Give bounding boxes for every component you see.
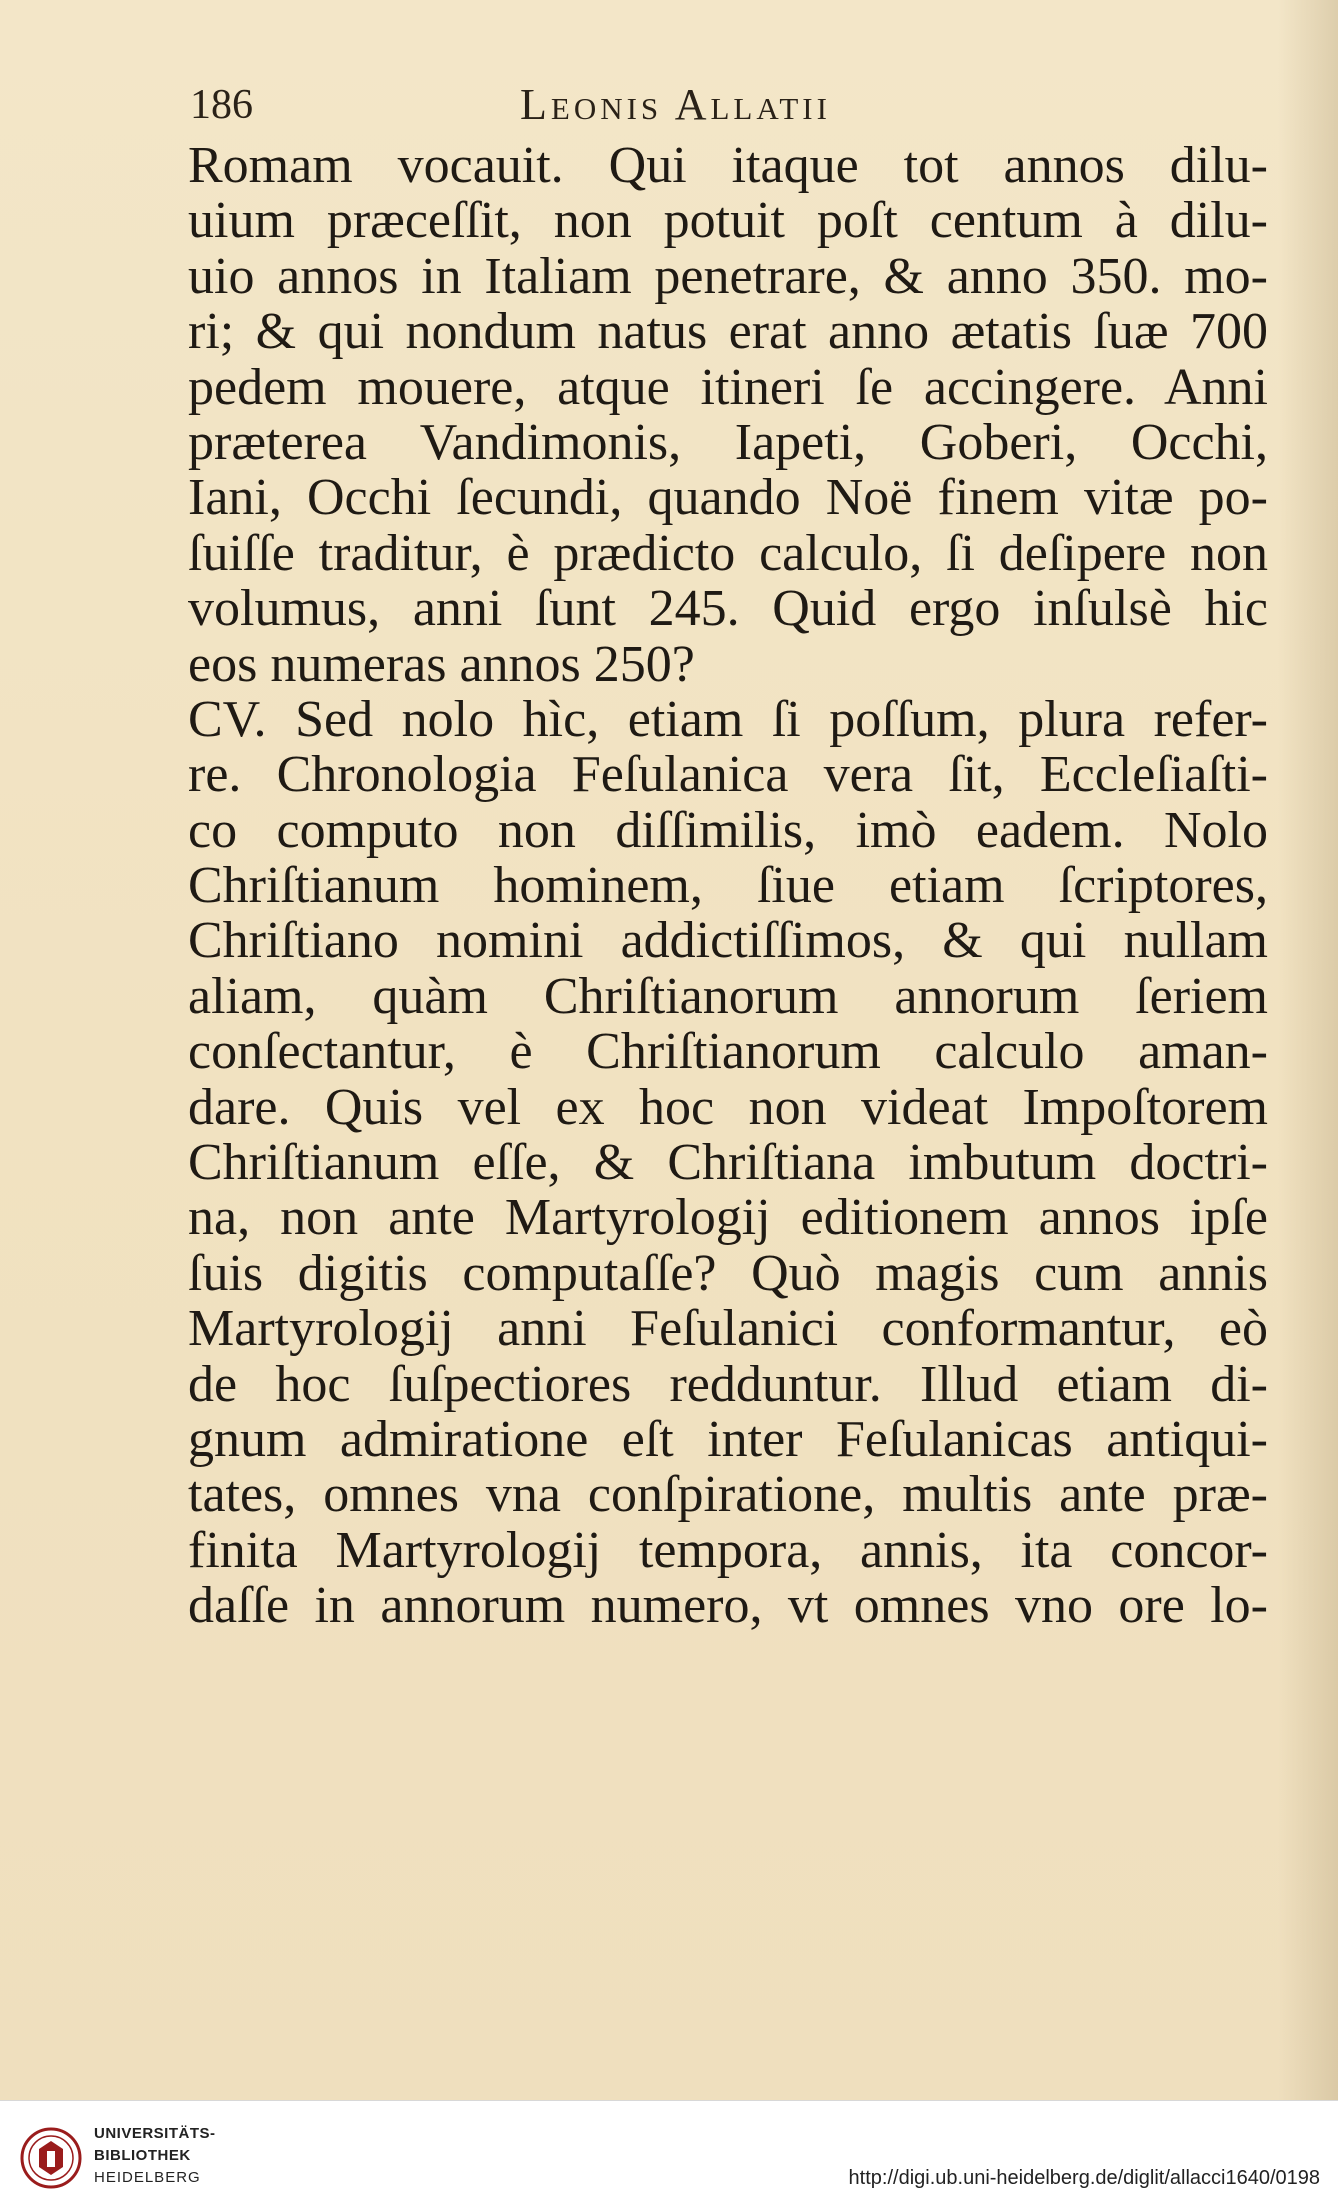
text-line: Chriſtianum eſſe, & Chriſtiana imbutum doctri-: [188, 1135, 1268, 1191]
page-number: 186: [190, 82, 253, 128]
text-line: de hoc ſuſpectiores redduntur. Illud etiam di-: [188, 1356, 1268, 1412]
running-head: Leonis Allatii: [520, 80, 831, 129]
text-line: uio annos in Italiam penetrare, & anno 350. mo-: [188, 248, 1268, 305]
text-line: re. Chronologia Feſulanica vera ſit, Eccleſiaſti-: [188, 747, 1268, 803]
source-url-link[interactable]: http://digi.ub.uni-heidelberg.de/diglit/allacci1640/0198: [848, 2167, 1320, 2189]
text-line: ſuiſſe traditur, è prædicto calculo, ſi deſipere non: [188, 525, 1268, 582]
text-line: Iani, Occhi ſecundi, quando Noë finem vitæ po-: [188, 470, 1268, 526]
text-line: CV. Sed nolo hìc, etiam ſi poſſum, plura refer-: [188, 691, 1268, 748]
text-line: gnum admiratione eſt inter Feſulanicas antiqui-: [188, 1411, 1268, 1468]
text-line: na, non ante Martyrologij editionem annos ipſe: [188, 1190, 1268, 1246]
text-line: daſſe in annorum numero, vt omnes vno ore lo-: [188, 1578, 1268, 1634]
institution-line: UNIVERSITÄTS-: [94, 2125, 216, 2142]
text-line: Chriſtiano nomini addictiſſimos, & qui nullam: [188, 913, 1268, 969]
institution-line: BIBLIOTHEK: [94, 2147, 191, 2164]
body-text: [188, 138, 1268, 1634]
text-line: conſectantur, è Chriſtianorum calculo aman-: [188, 1024, 1268, 1080]
text-line: aliam, quàm Chriſtianorum annorum ſeriem: [188, 968, 1268, 1025]
text-line: ri; & qui nondum natus erat anno ætatis ſuæ 700: [188, 304, 1268, 360]
page-header: [190, 70, 1270, 140]
text-line: pedem mouere, atque itineri ſe accingere. Anni: [188, 359, 1268, 415]
text-line: uium præceſſit, non potuit poſt centum à dilu-: [188, 193, 1268, 249]
viewer-footer: [0, 2100, 1338, 2208]
institution-line: HEIDELBERG: [94, 2169, 201, 2186]
text-line: Martyrologij anni Feſulanici conformantur, eò: [188, 1301, 1268, 1357]
text-line: præterea Vandimonis, Iapeti, Goberi, Occhi,: [188, 414, 1268, 471]
text-line: tates, omnes vna conſpiratione, multis ante præ-: [188, 1467, 1268, 1523]
text-line: ſuis digitis computaſſe? Quò magis cum annis: [188, 1245, 1268, 1302]
text-line: Chriſtianum hominem, ſiue etiam ſcriptores,: [188, 858, 1268, 914]
university-seal-icon: [20, 2127, 82, 2189]
institution-name: [94, 2123, 216, 2189]
text-line: co computo non diſſimilis, imò eadem. Nolo: [188, 802, 1268, 859]
text-line: volumus, anni ſunt 245. Quid ergo inſulsè hic: [188, 581, 1268, 637]
text-line: dare. Quis vel ex hoc non videat Impoſtorem: [188, 1079, 1268, 1136]
text-line: Romam vocauit. Qui itaque tot annos dilu-: [188, 138, 1268, 194]
text-line: eos numeras annos 250?: [188, 636, 695, 692]
text-line: finita Martyrologij tempora, annis, ita concor-: [188, 1522, 1268, 1579]
